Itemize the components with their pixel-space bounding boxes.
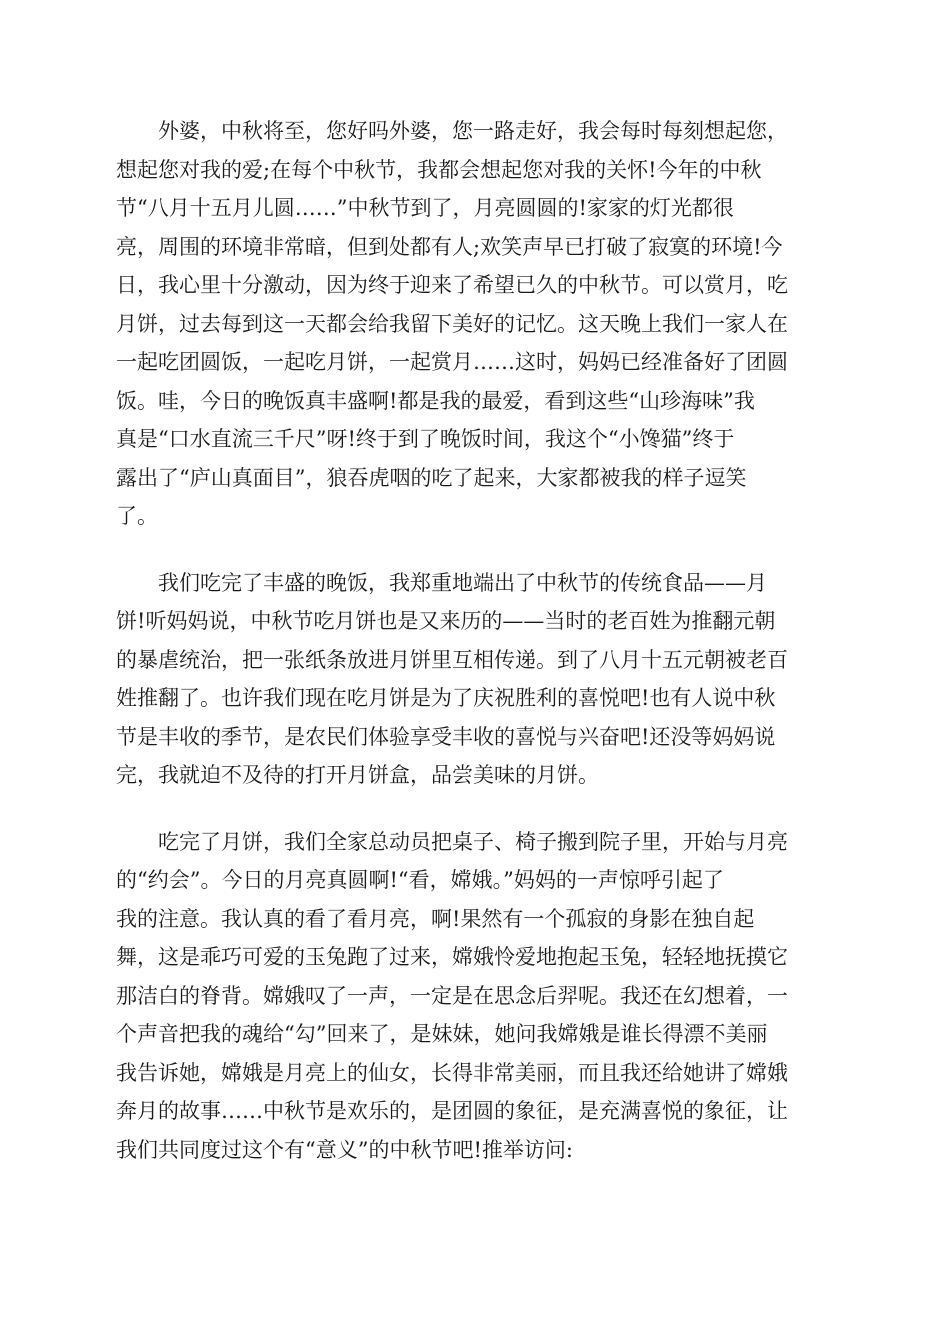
text-line: 真是“口水直流三千尺”呀!终于到了晚饭时间，我这个“小馋猫”终于 — [116, 427, 735, 451]
text-line: 了。 — [116, 504, 158, 528]
text-line: 想起您对我的爱;在每个中秋节，我都会想起您对我的关怀!今年的中秋 — [116, 157, 762, 182]
text-line: 日，我心里十分激动，因为终于迎来了希望已久的中秋节。可以赏月，吃 — [116, 273, 788, 297]
text-line: 饼!听妈妈说，中秋节吃月饼也是又来历的——当时的老百姓为推翻元朝 — [116, 609, 776, 633]
paragraph-3 — [116, 823, 838, 1170]
text-line: 节“八月十五月儿圆……”中秋节到了，月亮圆圆的!家家的灯光都很 — [116, 196, 734, 220]
text-line: 那洁白的脊背。嫦娥叹了一声，一定是在思念后羿呢。我还在幻想着，一 — [116, 983, 788, 1008]
text-line: 舞，这是乖巧可爱的玉兔跑了过来，嫦娥怜爱地抱起玉兔，轻轻地抚摸它 — [116, 945, 788, 969]
text-line: 外婆，中秋将至，您好吗外婆，您一路走好，我会每时每刻想起您， — [158, 119, 788, 143]
text-line: 我们吃完了丰盛的晚饭，我郑重地端出了中秋节的传统食品——月 — [158, 570, 767, 595]
text-line: 月饼，过去每到这一天都会给我留下美好的记忆。这天晚上我们一家人在 — [116, 311, 788, 336]
text-line: 完，我就迫不及待的打开月饼盒，品尝美味的月饼。 — [116, 763, 599, 787]
text-line: 一起吃团圆饭，一起吃月饼，一起赏月……这时，妈妈已经准备好了团圆 — [116, 350, 788, 374]
text-line: 节是丰收的季节，是农民们体验享受丰收的喜悦与兴奋吧!还没等妈妈说 — [116, 724, 776, 749]
text-line: 饭。哇，今日的晚饭真丰盛啊!都是我的最爱，看到这些“山珍海味”我 — [116, 388, 755, 413]
text-line: 的“约会”。今日的月亮真圆啊!“看，嫦娥。”妈妈的一声惊呼引起了 — [116, 868, 724, 892]
paragraph-2 — [116, 564, 838, 795]
text-line: 的暴虐统治，把一张纸条放进月饼里互相传递。到了八月十五元朝被老百 — [116, 647, 788, 672]
paragraph-1 — [116, 112, 838, 536]
text-line: 亮，周围的环境非常暗，但到处都有人;欢笑声早已打破了寂寞的环境!今 — [116, 234, 783, 259]
text-line: 吃完了月饼，我们全家总动员把桌子、椅子搬到院子里，开始与月亮 — [158, 829, 788, 854]
text-line: 露出了“庐山真面目”，狼吞虎咽的吃了起来，大家都被我的样子逗笑 — [116, 465, 747, 490]
text-line: 我的注意。我认真的看了看月亮，啊!果然有一个孤寂的身影在独自起 — [116, 906, 755, 931]
text-line: 个声音把我的魂给“勾”回来了，是妹妹，她问我嫦娥是谁长得漂不美丽 — [116, 1022, 768, 1046]
document-body — [116, 112, 838, 1197]
text-line: 我告诉她，嫦娥是月亮上的仙女，长得非常美丽，而且我还给她讲了嫦娥 — [116, 1060, 788, 1085]
text-line: 奔月的故事……中秋节是欢乐的，是团圆的象征，是充满喜悦的象征，让 — [116, 1099, 788, 1123]
text-line: 我们共同度过这个有“意义”的中秋节吧!推举访问: — [116, 1137, 573, 1162]
text-line: 姓推翻了。也许我们现在吃月饼是为了庆祝胜利的喜悦吧!也有人说中秋 — [116, 686, 776, 710]
